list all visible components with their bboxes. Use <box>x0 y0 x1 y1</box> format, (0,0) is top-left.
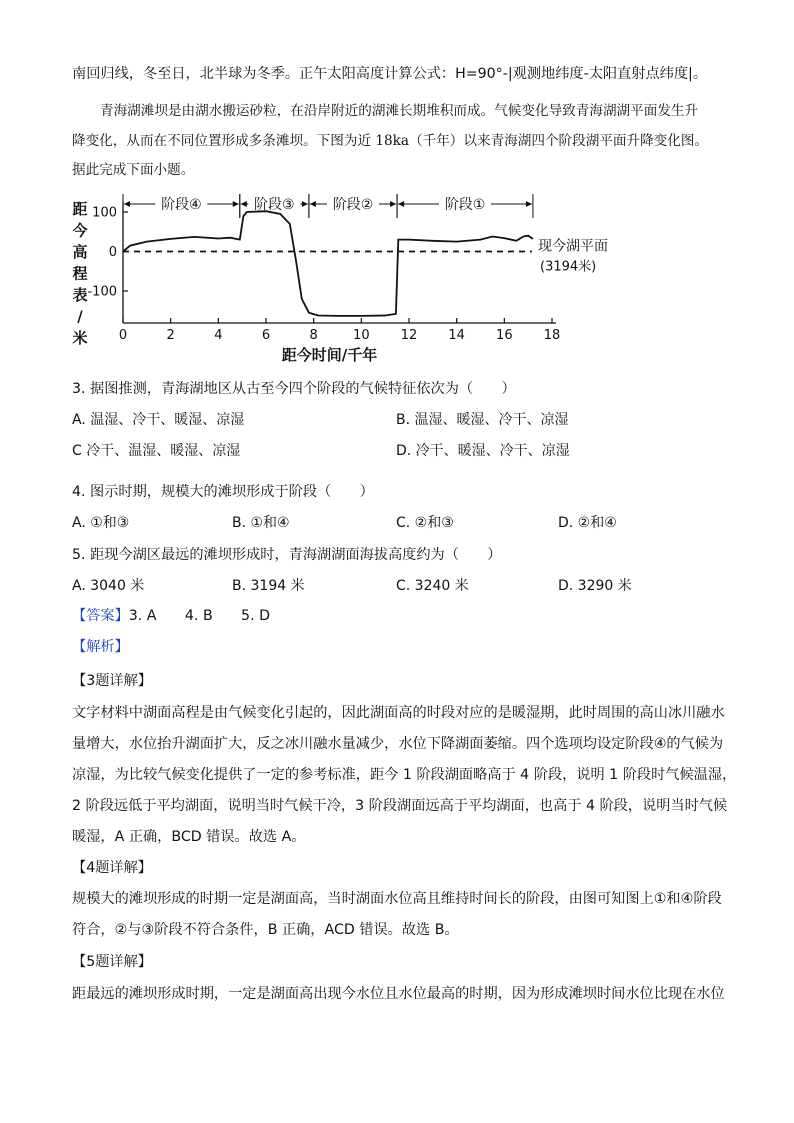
detail4-tag: 【4题详解】 <box>72 860 152 876</box>
detail4-line: 符合，②与③阶段不符合条件，B 正确，ACD 错误。故选 B。 <box>72 922 459 938</box>
q3-option-c[interactable]: C 冷干、温湿、暖湿、凉湿 <box>72 443 241 459</box>
current-lake-level-label: 现今湖平面 <box>538 238 608 255</box>
y-axis-label-char: / <box>77 307 83 326</box>
stage-arrowhead <box>390 201 396 207</box>
stage-arrowhead <box>124 201 130 207</box>
q5-option-c[interactable]: C. 3240 米 <box>396 578 469 594</box>
q4-option-b[interactable]: B. ①和④ <box>232 515 290 531</box>
detail3-line: 文字材料中湖面高程是由气候变化引起的，因此湖面高的时段对应的是暖湿期，此时周围的高山冰川融水 <box>72 705 725 721</box>
answer-tag: 【答案】 <box>72 608 129 624</box>
x-tick-label: 16 <box>496 328 513 343</box>
y-tick-label: 0 <box>108 245 117 260</box>
y-axis-label-char: 表 <box>72 286 88 304</box>
detail4-line: 规模大的滩坝形成的时期一定是湖面高，当时湖面水位高且维持时间长的阶段，由图可知图上①和④阶段 <box>72 891 722 907</box>
q4-stem: 4. 图示时期，规模大的滩坝形成于阶段（ ） <box>72 484 374 500</box>
intro-line-3: 据此完成下面小题。 <box>72 162 195 178</box>
answer-row <box>72 606 270 626</box>
q4-option-a[interactable]: A. ①和③ <box>72 515 130 531</box>
detail3-tag: 【3题详解】 <box>72 673 152 689</box>
x-tick-label: 10 <box>353 328 370 343</box>
intro-line-2: 降变化，从而在不同位置形成多条滩坝。下图为近 18ka（千年）以来青海湖四个阶段湖平面升降变化图。 <box>72 133 709 149</box>
y-axis-label <box>71 200 87 347</box>
x-axis-label: 距今时间/千年 <box>281 346 378 364</box>
stage-arrowhead <box>398 201 404 207</box>
stage-arrowhead <box>526 201 532 207</box>
detail3-line: 暖湿，A 正确，BCD 错误。故选 A。 <box>72 829 306 845</box>
q3-option-d[interactable]: D. 冷干、暖湿、冷干、凉湿 <box>396 443 570 459</box>
x-tick-label: 6 <box>261 328 271 343</box>
detail5-tag: 【5题详解】 <box>72 954 152 970</box>
detail3-line: 2 阶段远低于平均湖面，说明当时气候干冷，3 阶段湖面远高于平均湖面，也高于 4 阶段，说明当时气候 <box>72 798 728 814</box>
x-tick-label: 18 <box>543 328 561 343</box>
y-axis-label-char: 程 <box>72 264 88 283</box>
q4-option-d[interactable]: D. ②和④ <box>558 515 617 531</box>
x-tick-label: 14 <box>448 328 465 343</box>
x-tick-label: 0 <box>118 328 128 343</box>
detail3-line: 凉湿，为比较气候变化提供了一定的参考标准，距今 1 阶段湖面略高于 4 阶段，说明 1 阶段时气候温湿， <box>72 767 737 783</box>
stage-arrowhead <box>310 201 316 207</box>
stage-arrowhead <box>233 201 239 207</box>
y-axis-label-char: 今 <box>72 221 88 240</box>
lake-level-chart <box>66 192 626 372</box>
y-tick-label: -100 <box>87 284 117 300</box>
q4-option-c[interactable]: C. ②和③ <box>396 515 454 531</box>
q5-option-d[interactable]: D. 3290 米 <box>558 578 632 594</box>
current-lake-level-value: (3194米) <box>540 259 597 275</box>
detail3-line: 量增大，水位抬升湖面扩大，反之冰川融水量减少，水位下降湖面萎缩。四个选项均设定阶段④的气候为 <box>72 736 724 752</box>
stage-label: 阶段④ <box>161 197 202 213</box>
stage-label: 阶段① <box>444 197 486 213</box>
q5-option-b[interactable]: B. 3194 米 <box>232 578 305 594</box>
y-axis-label-char: 米 <box>72 329 88 347</box>
y-tick-label: 100 <box>92 205 117 221</box>
q5-option-a[interactable]: A. 3040 米 <box>72 578 145 594</box>
stage-arrowhead <box>241 201 247 207</box>
x-tick-label: 12 <box>400 328 418 343</box>
q3-option-b[interactable]: B. 温湿、暖湿、冷干、凉湿 <box>396 412 569 428</box>
formula-text: 南回归线，冬至日，北半球为冬季。正午太阳高度计算公式：H=90°-|观测地纬度-太阳直射点纬度|。 <box>72 66 708 82</box>
analysis-tag: 【解析】 <box>72 639 129 655</box>
stage-label: 阶段③ <box>254 197 295 213</box>
stage-label: 阶段② <box>332 197 374 213</box>
x-tick-label: 8 <box>309 328 318 343</box>
q3-stem: 3. 据图推测，青海湖地区从古至今四个阶段的气候特征依次为（ ） <box>72 381 516 397</box>
intro-line-1: 青海湖滩坝是由湖水搬运砂粒，在沿岸附近的湖滩长期堆积而成。气候变化导致青海湖湖平面发生升 <box>100 103 699 119</box>
detail5-line: 距最远的滩坝形成时期，一定是湖面高出现今水位且水位最高的时期，因为形成滩坝时间水位比现在水位 <box>72 986 725 1002</box>
x-tick-label: 4 <box>214 328 223 343</box>
q3-option-a[interactable]: A. 温湿、冷干、暖湿、凉湿 <box>72 412 245 428</box>
y-axis-label-char: 高 <box>72 243 88 261</box>
lake-level-line <box>123 211 533 316</box>
stage-arrowhead <box>302 201 308 207</box>
answer-text: 3. A 4. B 5. D <box>128 608 271 624</box>
x-tick-label: 2 <box>166 328 175 343</box>
q5-stem: 5. 距现今湖区最远的滩坝形成时，青海湖湖面海拔高度约为（ ） <box>72 547 502 563</box>
y-axis-label-char: 距 <box>72 200 88 218</box>
